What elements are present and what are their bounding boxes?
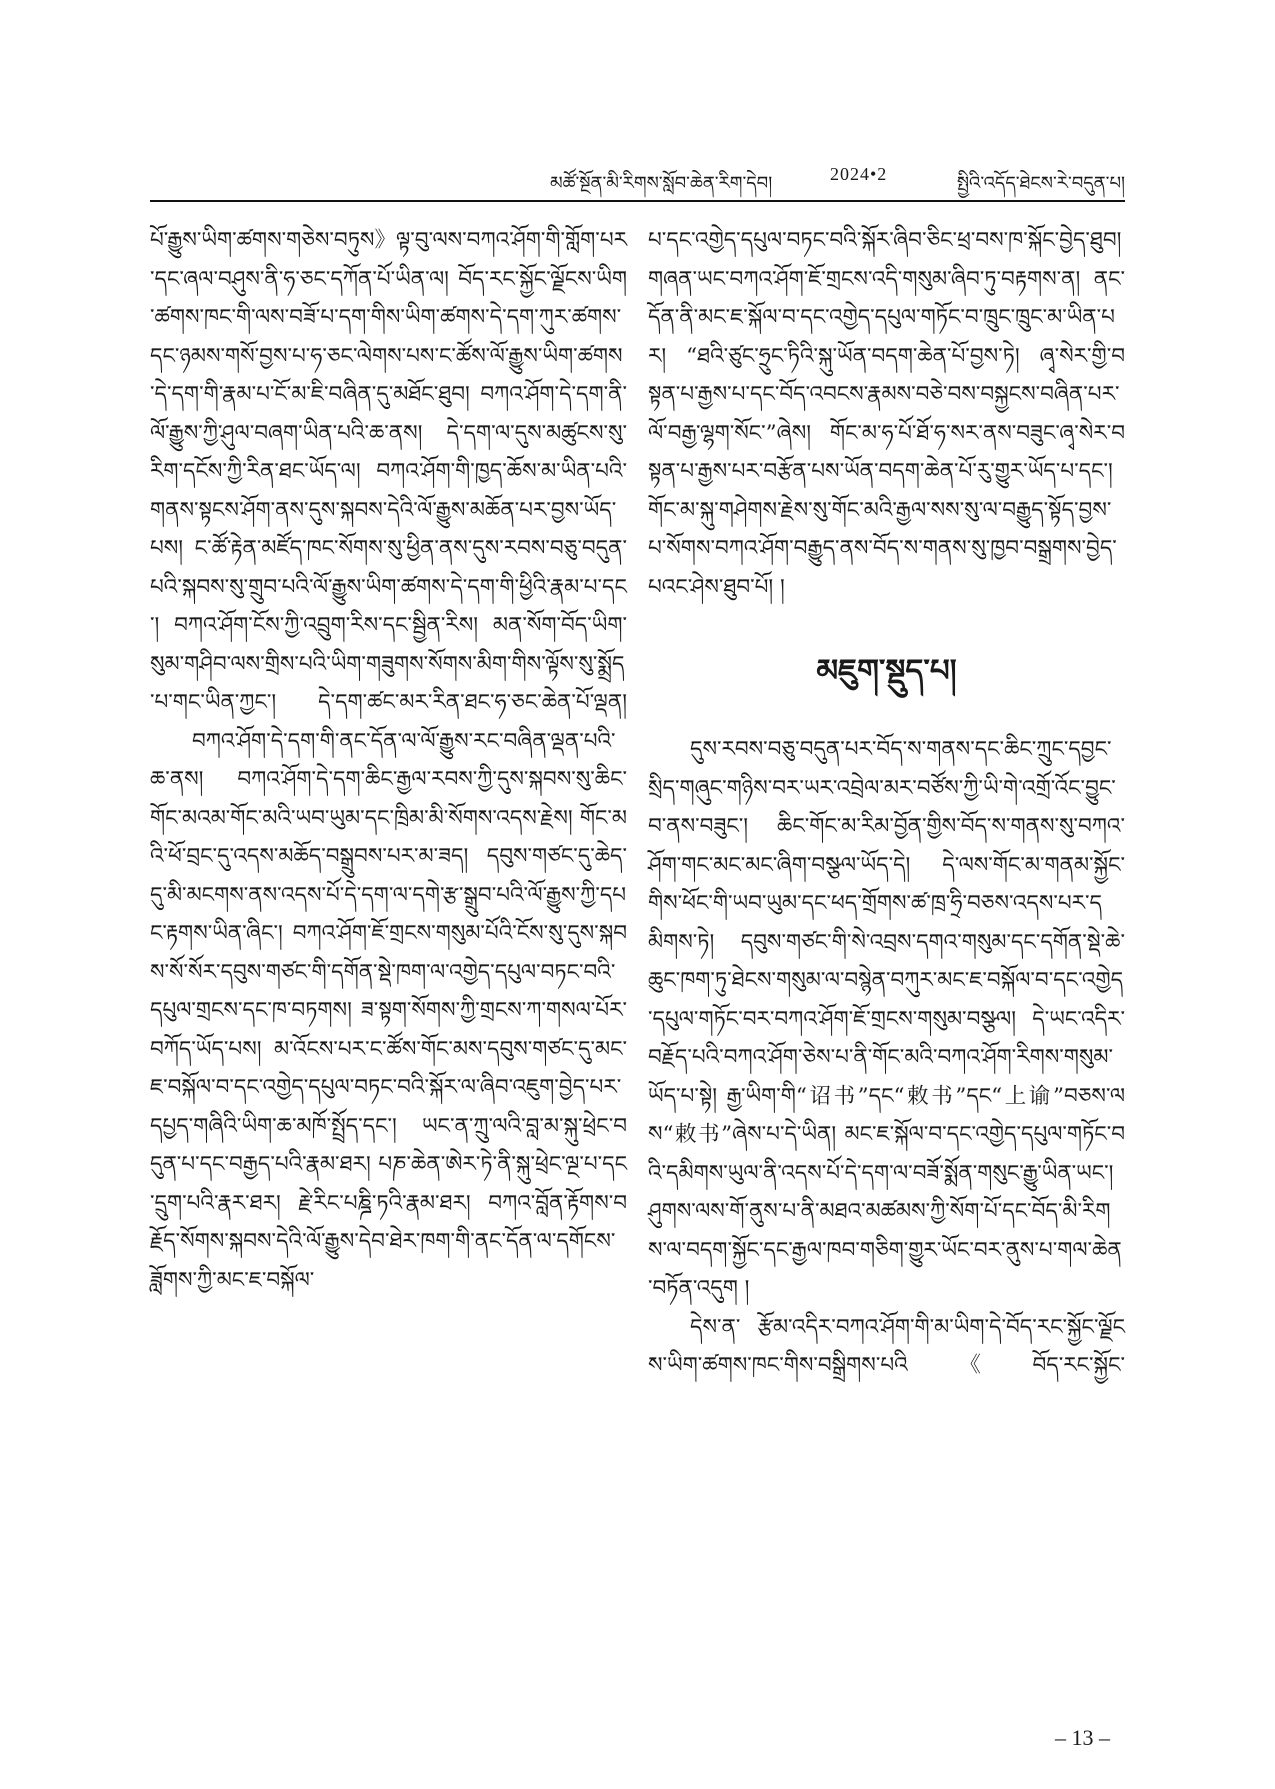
- header-rule: [150, 200, 1125, 202]
- paragraph: པོ་རྒྱུས་ཡིག་ཚགས་གཅེས་བཏུས》ལྟ་བུ་ལས་བཀའ་ཤོག་གི་གློག་པར་དང་ཞལ་བཤུས་ནི་ཧ་ཅང་དཀོན་པོ་ཡིན་ལ། བོད་རང་སྐྱོང་ལྗོངས་ཡིག་ཚགས་ཁང་གི་ལས་བཟོ་པ་དག་གིས་ཡིག་ཚགས་དེ་དག་ཀུར་ཚགས་དང་ཉམས་གསོ་བྱས་པ་ཧ་ཅང་ལེགས་པས་ང་ཚོས་ལོ་རྒྱུས་ཡིག་ཚགས་དེ་དག་གི་རྣམ་པ་ངོ་མ་ཇི་བཞིན་དུ་མཐོང་ཐུབ། བཀའ་ཤོག་དེ་དག་ནི་ལོ་རྒྱུས་ཀྱི་ཤུལ་བཞག་ཡིན་པའི་ཆ་ནས། དེ་དག་ལ་དུས་མཚུངས་སུ་རིག་དངོས་ཀྱི་རིན་ཐང་ཡོད་ལ། བཀའ་ཤོག་གི་ཁྱད་ཆོས་མ་ཡིན་པའི་གནས་སྟངས་ཤོག་ནས་དུས་སྐབས་དེའི་ལོ་རྒྱུས་མཆོན་པར་བྱས་ཡོད་པས། ང་ཚོ་རྟེན་མཛོད་ཁང་སོགས་སུ་ཕྱིན་ནས་དུས་རབས་བཅུ་བདུན་པའི་སྐབས་སུ་གྲུབ་པའི་ལོ་རྒྱུས་ཡིག་ཚགས་དེ་དག་གི་ཕྱིའི་རྣམ་པ་དང་། བཀའ་ཤོག་ངོས་ཀྱི་འབྲུག་རིས་དང་སྦྱིན་རིས། མན་སོག་བོད་ཡིག་སུམ་གཤིབ་ལས་གྲིས་པའི་ཡིག་གཟུགས་སོགས་མིག་གིས་ལྟོས་སུ་སྨྲོད་པ་གང་ཡིན་ཀྱང་། དེ་དག་ཚང་མར་རིན་ཐང་ཧ་ཅང་ཆེན་པོ་ལྡན།: [150, 228, 627, 715]
- running-header: [150, 160, 1125, 200]
- paragraph: པ་དང་འགྱེད་དཔུལ་བཏང་བའི་སྐོར་ཞིབ་ཅིང་ཕྲ་བས་ཁ་སྐོང་བྱེད་ཐུབ། གཞན་ཡང་བཀའ་ཤོག་ཇོ་གྲངས་འདི་གསུམ་ཞིབ་ཏུ་བརྟགས་ན། ནང་དོན་ནི་མང་ཇ་སྐོལ་བ་དང་འགྱེད་དཔུལ་གཏོང་བ་ཁྲུང་ཁྲུང་མ་ཡིན་པར། “ཐའི་ཙུང་ཧྲུང་ཏིའི་སྐུ་ཡོན་བདག་ཆེན་པོ་བྱས་ཏེ། ཞྭ་སེར་གྱི་བསྟན་པ་རྒྱས་པ་དང་བོད་འབངས་རྣམས་བཅེ་བས་བསྐྱངས་བཞིན་པར་ལོ་བརྒྱ་ལྷག་སོང་”ཞེས། གོང་མ་ཧ་པོ་ཐོ་ཧ་སར་ནས་བཟུང་ཞྭ་སེར་བསྟན་པ་རྒྱས་པར་བརྩོན་པས་ཡོན་བདག་ཆེན་པོ་རུ་གྱུར་ཡོད་པ་དང་། གོང་མ་སྐུ་གཤེགས་རྗེས་སུ་གོང་མའི་རྒྱལ་སས་སུ་ལ་བརྒྱུད་སྟོད་བྱས་པ་སོགས་བཀའ་ཤོག་བརྒྱུད་ནས་བོད་ས་གནས་སུ་ཁྱབ་བསྒྲགས་བྱེད་པའང་ཤེས་ཐུབ་པོ། །: [648, 228, 1125, 600]
- issue-volume: སྤྱིའི་འདོད་ཐེངས་རེ་བདུན་པ།: [956, 173, 1125, 194]
- paragraph: བཀའ་ཤོག་དེ་དག་གི་ནང་དོན་ལ་ལོ་རྒྱུས་རང་བཞིན་ལྡན་པའི་ཆ་ནས། བཀའ་ཤོག་དེ་དག་ཆིང་རྒྱལ་རབས་ཀྱི་དུས་སྐབས་སུ་ཆིང་གོང་མའམ་གོང་མའི་ཡབ་ཡུམ་དང་ཁྲིམ་མི་སོགས་འདས་རྗེས། གོང་མའི་ཕོ་བྲང་དུ་འདས་མཆོད་བསྒྲུབས་པར་མ་ཟད། དབུས་གཙང་དུ་ཆེད་དུ་མི་མངགས་ནས་འདས་པོ་དེ་དག་ལ་དགེ་རྩ་སྒྲུབ་པའི་ལོ་རྒྱུས་ཀྱི་དཔང་རྟགས་ཡིན་ཞིང་། བཀའ་ཤོག་ཇོ་གྲངས་གསུམ་པོའི་ངོས་སུ་དུས་སྐབས་སོ་སོར་དབུས་གཙང་གི་དགོན་སྡེ་ཁག་ལ་འགྱེད་དཔུལ་བཏང་བའི་དཔུལ་གྲངས་དང་ཁ་བཏགས། ཟ་སྟག་སོགས་ཀྱི་གྲངས་ཀ་གསལ་པོར་བཀོད་ཡོད་པས། མ་འོངས་པར་ང་ཚོས་གོང་མས་དབུས་གཙང་དུ་མང་ཇ་བསྐོལ་བ་དང་འགྱེད་དཔུལ་བཏང་བའི་སྐོར་ལ་ཞིབ་འཇུག་བྱེད་པར་དཔྱད་གཞིའི་ཡིག་ཆ་མཁོ་སྤྲོད་དང་། ཡང་ན་ཀྲུ་ལའི་བླ་མ་སྐུ་ཕྲེང་བདུན་པ་དང་བརྒྱད་པའི་རྣམ་ཐར། པཎ་ཆེན་ཨེར་ཏེ་ནི་སྐུ་ཕྲེང་ལྔ་པ་དང་དྲུག་པའི་རྣར་ཐར། རྗེ་རིང་པཎྜི་ཏའི་རྣམ་ཐར། བཀའ་བློན་རྟོགས་བརྗོད་སོགས་སྐབས་དེའི་ལོ་རྒྱུས་དེབ་ཐེར་ཁག་གི་ནང་དོན་ལ་དགོངས་ཟློགས་ཀྱི་མང་ཇ་བསྐོལ་: [150, 728, 627, 1293]
- paragraph: དེས་ན་ རྩོམ་འདིར་བཀའ་ཤོག་གི་མ་ཡིག་དེ་བོད་རང་སྐྱོང་ལྗོངས་ཡིག་ཚགས་ཁང་གིས་བསྒྲིགས་པའི《བོད་རང་སྐྱོང་: [648, 1314, 1125, 1378]
- section-title: མཇུག་སྡུད་པ།: [816, 653, 957, 689]
- paragraph: དུས་རབས་བཅུ་བདུན་པར་བོད་ས་གནས་དང་ཆིང་ཀྲུང་དབྱང་སྲིད་གཞུང་གཉིས་བར་ཡར་འབྲེལ་མར་བཙོས་ཀྱི་ཡི་གེ་འགྲོ་འོང་བྱུང་བ་ནས་བཟུང་། ཆིང་གོང་མ་རིམ་བྱོན་གྱིས་བོད་ས་གནས་སུ་བཀའ་ཤོག་གང་མང་མང་ཞིག་བསྩལ་ཡོད་དེ། དེ་ལས་གོང་མ་གནམ་སྐྱོང་གིས་ཕོང་གི་ཡབ་ཡུམ་དང་ཕད་གྲོགས་ཚ་ཁྲ་ཧྲི་བཅས་འདས་པར་དམིགས་ཏེ། དབུས་གཙང་གི་སེ་འབྲས་དགའ་གསུམ་དང་དགོན་སྡེ་ཆེ་ཆུང་ཁག་ཏུ་ཐེངས་གསུམ་ལ་བསྙེན་བཀུར་མང་ཇ་བསྐོལ་བ་དང་འགྱེད་དཔུལ་གཏོང་བར་བཀའ་ཤོག་ཇོ་གྲངས་གསུམ་བསྩལ། དེ་ཡང་འདིར་བརྗོད་པའི་བཀའ་ཤོག་ཅེས་པ་ནི་གོང་མའི་བཀའ་ཤོག་རིགས་གསུམ་ཡོད་པ་སྟེ། རྒྱ་ཡིག་གི“诏书”དང“敕书”དང“上谕”བཅས་ལས“敕书”ཞེས་པ་དེ་ཡིན། མང་ཇ་སྐོལ་བ་དང་འགྱེད་དཔུལ་གཏོང་བའི་དམིགས་ཡུལ་ནི་འདས་པོ་དེ་དག་ལ་བཟོ་སྨོན་གསུང་རྒྱུ་ཡིན་ཡང་། ཤུགས་ལས་གོ་ནུས་པ་ནི་མཐའ་མཚམས་ཀྱི་སོག་པོ་དང་བོད་མི་རིགས་ལ་བདག་སྐྱོང་དང་རྒྱལ་ཁབ་གཅིག་གྱུར་ཡོང་བར་ནུས་པ་གལ་ཆེན་བཏོན་འདུག །: [648, 737, 1125, 1301]
- right-column: [648, 222, 1125, 1386]
- page-number: – 13 –: [1055, 1725, 1110, 1750]
- journal-title: མཚོ་སྔོན་མི་རིགས་སློབ་ཆེན་རིག་དེབ།: [550, 173, 773, 194]
- left-column: [150, 222, 627, 1300]
- year-issue: 2024•2: [830, 164, 888, 184]
